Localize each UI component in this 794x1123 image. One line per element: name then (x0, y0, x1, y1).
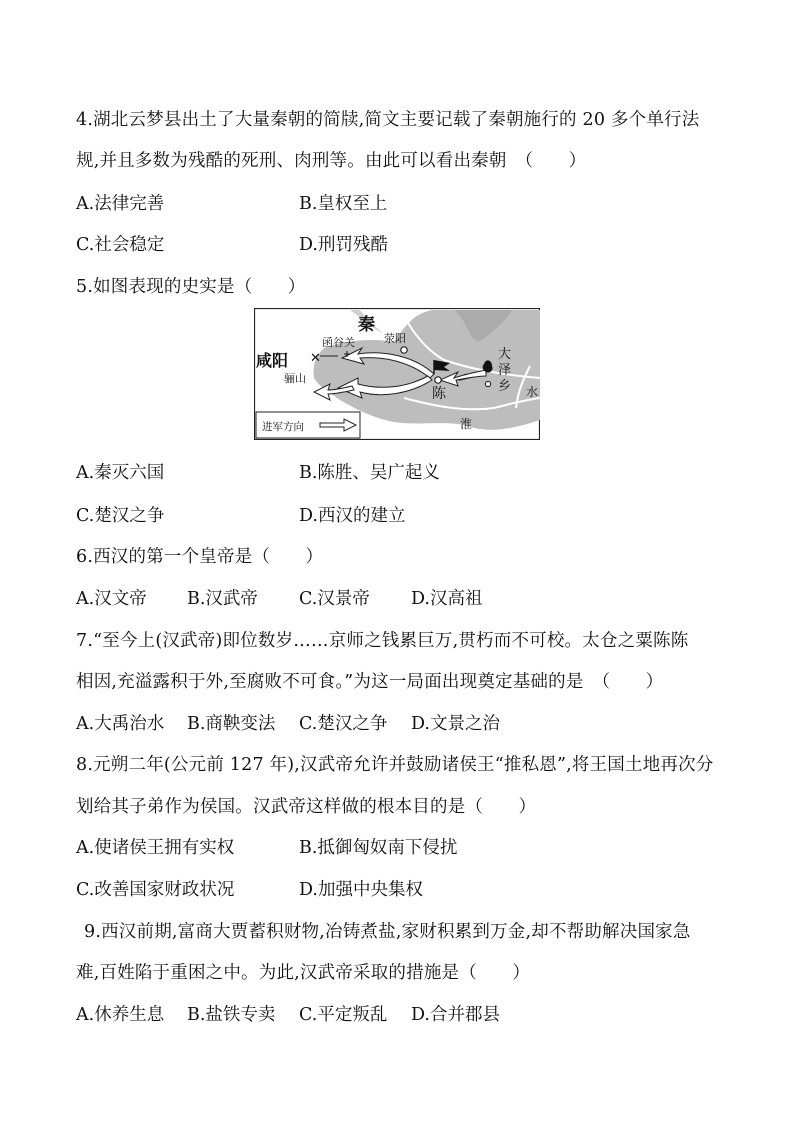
q8-option-a[interactable]: A.使诸侯王拥有实权 (76, 838, 235, 858)
q5-option-c[interactable]: C.楚汉之争 (76, 506, 165, 526)
q6-option-b[interactable]: B.汉武帝 (187, 589, 258, 609)
q4-option-a[interactable]: A.法律完善 (76, 194, 165, 214)
q9-option-b[interactable]: B.盐铁专卖 (187, 1005, 276, 1025)
map-label-huai: 淮 (460, 417, 473, 431)
q5-option-a[interactable]: A.秦灭六国 (76, 463, 165, 483)
q7-stem-line1: 7.“至今上(汉武帝)即位数岁……京师之钱累巨万,贯朽而不可校。太仓之粟陈陈 (76, 631, 689, 651)
map-label-xingyang: 荥阳 (384, 332, 406, 345)
q5-option-b[interactable]: B.陈胜、吴广起义 (299, 463, 440, 483)
q4-option-c[interactable]: C.社会稳定 (76, 235, 165, 255)
uprising-map (254, 308, 540, 440)
q8-option-c[interactable]: C.改善国家财政状况 (76, 880, 235, 900)
map-legend-label: 进军方向 (262, 421, 304, 433)
q4-stem-line2: 规,并且多数为残酷的死刑、肉刑等。由此可以看出秦朝 （ ） (76, 151, 587, 171)
dazexiang-marker (485, 381, 490, 386)
q9-option-a[interactable]: A.休养生息 (76, 1005, 165, 1025)
q9-option-c[interactable]: C.平定叛乱 (299, 1005, 388, 1025)
q5-stem: 5.如图表现的史实是（ ） (76, 277, 306, 297)
map-label-lishan: 骊山 (284, 372, 306, 385)
chen-marker (435, 377, 441, 383)
q8-stem-line1: 8.元朔二年(公元前 127 年),汉武帝允许并鼓励诸侯王“推私恩”,将王国土地再次分 (76, 755, 714, 775)
q6-option-d[interactable]: D.汉高祖 (411, 589, 483, 609)
q9-option-d[interactable]: D.合并郡县 (411, 1005, 500, 1025)
q7-option-d[interactable]: D.文景之治 (411, 714, 500, 734)
q7-stem-line2: 相因,充溢露积于外,至腐败不可食。”为这一局面出现奠定基础的是 （ ） (76, 672, 664, 692)
map-label-shui: 水 (526, 385, 539, 399)
q7-option-b[interactable]: B.商鞅变法 (187, 714, 276, 734)
q6-option-a[interactable]: A.汉文帝 (76, 589, 147, 609)
battle-cross-icon: ✕ (310, 351, 321, 366)
map-label-chen: 陈 (432, 386, 446, 402)
q8-option-b[interactable]: B.抵御匈奴南下侵扰 (299, 838, 458, 858)
q8-option-d[interactable]: D.加强中央集权 (299, 880, 423, 900)
xingyang-marker (401, 347, 407, 353)
q8-stem-line2: 划给其子弟作为侯国。汉武帝这样做的根本目的是（ ） (76, 797, 537, 817)
q9-stem-line2: 难,百姓陷于重困之中。为此,汉武帝采取的措施是（ ） (76, 963, 531, 983)
map-label-xiang: 乡 (498, 379, 512, 394)
q7-option-a[interactable]: A.大禹治水 (76, 714, 165, 734)
q4-option-d[interactable]: D.刑罚残酷 (299, 235, 388, 255)
map-label-hanguguan: 函谷关 (322, 336, 355, 349)
q5-option-d[interactable]: D.西汉的建立 (299, 506, 406, 526)
q9-stem-line1: 9.西汉前期,富商大贾蓄积财物,冶铸煮盐,家财积累到万金,却不帮助解决国家急 (84, 922, 691, 942)
q4-stem-line1: 4.湖北云梦县出土了大量秦朝的简牍,简文主要记载了秦朝施行的 20 多个单行法 (76, 110, 700, 130)
q4-option-b[interactable]: B.皇权至上 (299, 194, 388, 214)
map-label-qin: 秦 (358, 315, 375, 335)
map-label-da: 大 (498, 347, 512, 362)
q6-stem: 6.西汉的第一个皇帝是（ ） (76, 547, 324, 567)
q6-option-c[interactable]: C.汉景帝 (299, 589, 370, 609)
q7-option-c[interactable]: C.楚汉之争 (299, 714, 388, 734)
map-label-ze: 泽 (498, 363, 512, 378)
map-label-xianyang: 咸阳 (256, 351, 289, 370)
map-svg (254, 308, 540, 440)
